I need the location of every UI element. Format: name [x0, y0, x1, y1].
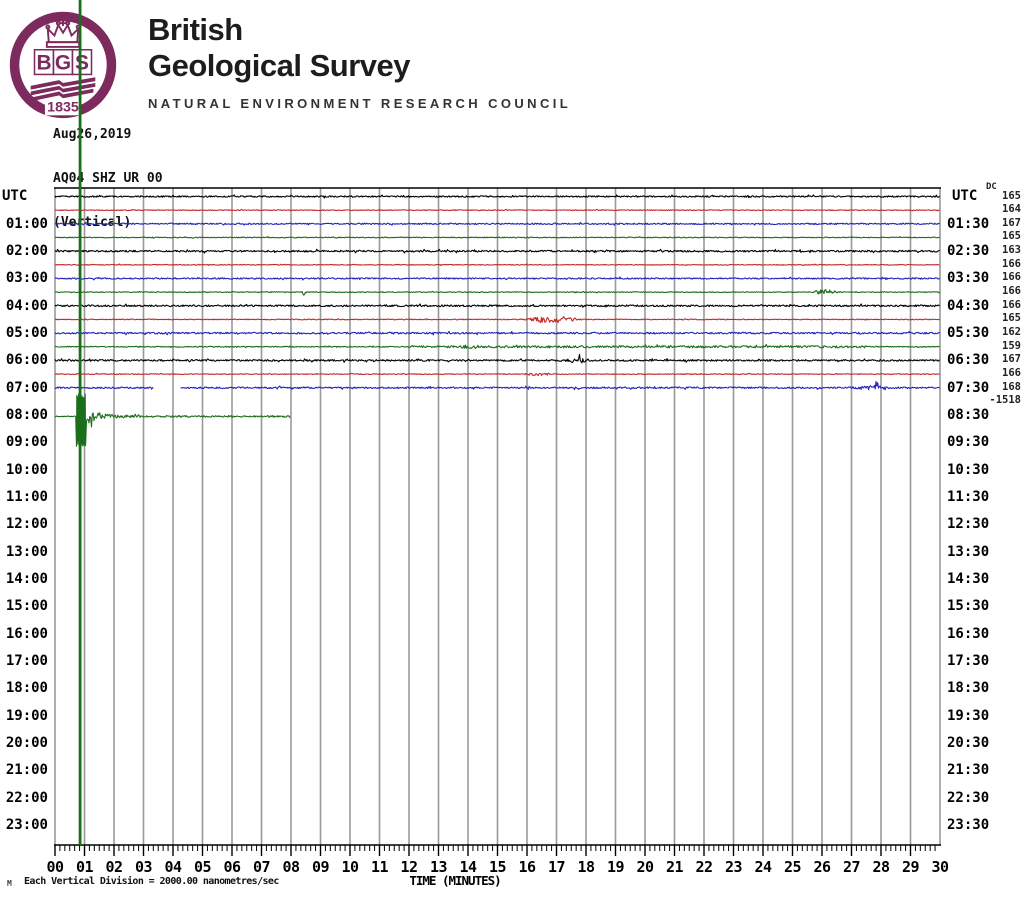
bgs-logo: [6, 4, 120, 124]
minute-label: 24: [754, 858, 772, 876]
trace-row-0730: [55, 394, 291, 447]
left-time-label: 20:00: [5, 734, 48, 751]
right-time-label: 10:30: [947, 461, 990, 478]
left-time-label: 06:00: [5, 352, 48, 369]
trace-row-0230: [55, 264, 940, 266]
logo-acronym: [35, 50, 92, 75]
minute-label: 00: [46, 858, 64, 876]
org-subtitle: NATURAL ENVIRONMENT RESEARCH COUNCIL: [148, 96, 572, 111]
minute-label: 13: [429, 858, 448, 876]
dc-value: 166: [1002, 271, 1021, 284]
right-time-label: 13:30: [947, 543, 990, 560]
right-time-label: 12:30: [947, 516, 990, 533]
dc-value: 162: [1002, 326, 1021, 339]
utc-header-left: UTC: [2, 188, 28, 204]
trace-row-0600: [55, 354, 940, 363]
left-time-label: 11:00: [5, 489, 48, 506]
minute-label: 28: [872, 858, 890, 876]
minute-label: 14: [459, 858, 477, 876]
right-time-label: 06:30: [947, 352, 990, 369]
left-time-label: 07:00: [5, 379, 48, 396]
scale-note: Each Vertical Division = 2000.00 nanometres/sec: [24, 876, 279, 887]
trace-row-0400: [55, 304, 940, 307]
left-time-label: 12:00: [5, 516, 48, 533]
left-time-label: 19:00: [5, 707, 48, 724]
minute-label: 10: [341, 858, 359, 876]
right-time-label: 03:30: [947, 270, 990, 287]
minute-label: 23: [724, 858, 743, 876]
dc-value: 163: [1002, 244, 1021, 257]
trace-row-0130: [55, 237, 940, 239]
minute-label: 07: [252, 858, 271, 876]
minute-label: 30: [931, 858, 949, 876]
minute-label: 05: [193, 858, 212, 876]
station-component: (Vertical): [53, 215, 132, 230]
utc-header-right: UTC: [952, 188, 978, 204]
minute-label: 01: [75, 858, 94, 876]
right-time-label: 18:30: [947, 680, 990, 697]
trace-row-0300: [55, 277, 940, 280]
svg-text:G: G: [54, 51, 72, 75]
corner-mark: M: [7, 879, 12, 888]
left-time-label: 08:00: [5, 407, 48, 424]
trace-row-0330: [55, 290, 940, 295]
org-title: [148, 12, 410, 84]
right-time-label: 23:30: [947, 816, 990, 833]
trace-row-0200: [55, 249, 940, 253]
dc-value: 165: [1002, 312, 1021, 325]
dc-value: 165: [1002, 189, 1021, 202]
minute-label: 25: [783, 858, 802, 876]
dc-value: 166: [1002, 285, 1021, 298]
left-time-label: 23:00: [5, 816, 48, 833]
svg-text:S: S: [75, 51, 89, 75]
minute-label: 08: [282, 858, 300, 876]
right-time-label: 21:30: [947, 762, 990, 779]
right-time-label: 19:30: [947, 707, 990, 724]
left-time-label: 09:00: [5, 434, 48, 451]
left-time-label: 17:00: [5, 652, 48, 669]
minute-label: 22: [695, 858, 713, 876]
trace-row-0630: [55, 373, 940, 376]
dc-value: 168: [1002, 380, 1021, 393]
dc-header: DC: [986, 182, 997, 192]
dc-value: 159: [1002, 339, 1021, 352]
left-time-label: 22:00: [5, 789, 48, 806]
trace-row-0700: [55, 382, 940, 390]
left-time-label: 05:00: [5, 325, 48, 342]
dc-value: 164: [1002, 203, 1021, 216]
left-time-label: 14:00: [5, 570, 48, 587]
x-axis-title: TIME (MINUTES): [409, 873, 501, 888]
trace-row-0100: [55, 222, 940, 225]
minute-label: 03: [134, 858, 153, 876]
svg-text:B: B: [36, 51, 52, 75]
minute-label: 11: [370, 858, 389, 876]
org-title-line1: British: [148, 12, 243, 47]
trace-row-0500: [55, 331, 940, 335]
dc-value: 167: [1002, 216, 1021, 229]
right-time-label: 22:30: [947, 789, 990, 806]
minute-label: 12: [400, 858, 418, 876]
trace-row-0000: [55, 195, 940, 198]
left-time-label: 13:00: [5, 543, 48, 560]
dc-value: 165: [1002, 230, 1021, 243]
left-time-label: 03:00: [5, 270, 48, 287]
minute-label: 20: [636, 858, 654, 876]
right-time-label: 01:30: [947, 215, 990, 232]
right-time-label: 04:30: [947, 297, 990, 314]
minute-label: 26: [813, 858, 831, 876]
trace-row-0530: [55, 344, 940, 348]
minute-label: 21: [665, 858, 684, 876]
right-time-label: 15:30: [947, 598, 990, 615]
minute-label: 18: [577, 858, 595, 876]
dc-value: 167: [1002, 353, 1021, 366]
right-time-label: 05:30: [947, 325, 990, 342]
right-time-label: 08:30: [947, 407, 990, 424]
dc-value: -1518: [989, 394, 1021, 407]
minute-label: 17: [547, 858, 566, 876]
station-info: [53, 124, 163, 234]
right-time-label: 11:30: [947, 489, 990, 506]
left-time-label: 04:00: [5, 297, 48, 314]
station-code: AQ04 SHZ UR 00: [53, 171, 163, 186]
minute-label: 19: [606, 858, 625, 876]
minute-label: 29: [901, 858, 920, 876]
minute-label: 27: [842, 858, 861, 876]
left-time-label: 21:00: [5, 762, 48, 779]
station-date: Aug26,2019: [53, 127, 132, 142]
left-time-label: 16:00: [5, 625, 48, 642]
trace-row-0430: [55, 317, 940, 323]
left-time-label: 10:00: [5, 461, 48, 478]
left-time-label: 15:00: [5, 598, 48, 615]
left-time-label: 18:00: [5, 680, 48, 697]
logo-year: 1835: [47, 99, 79, 116]
right-time-label: 02:30: [947, 243, 990, 260]
dc-value: 166: [1002, 298, 1021, 311]
right-time-label: 20:30: [947, 734, 990, 751]
right-time-label: 17:30: [947, 652, 990, 669]
org-title-line2: Geological Survey: [148, 48, 410, 83]
minute-label: 09: [311, 858, 330, 876]
minute-label: 06: [223, 858, 241, 876]
minute-label: 02: [105, 858, 123, 876]
right-time-label: 14:30: [947, 570, 990, 587]
left-time-label: 02:00: [5, 243, 48, 260]
trace-row-0030: [55, 209, 940, 211]
right-time-label: 07:30: [947, 379, 990, 396]
right-time-label: 16:30: [947, 625, 990, 642]
dc-value: 166: [1002, 257, 1021, 270]
minute-label: 04: [164, 858, 182, 876]
dc-value: 166: [1002, 367, 1021, 380]
left-time-label: 01:00: [5, 215, 48, 232]
minute-label: 15: [488, 858, 507, 876]
right-time-label: 09:30: [947, 434, 990, 451]
minute-label: 16: [518, 858, 536, 876]
